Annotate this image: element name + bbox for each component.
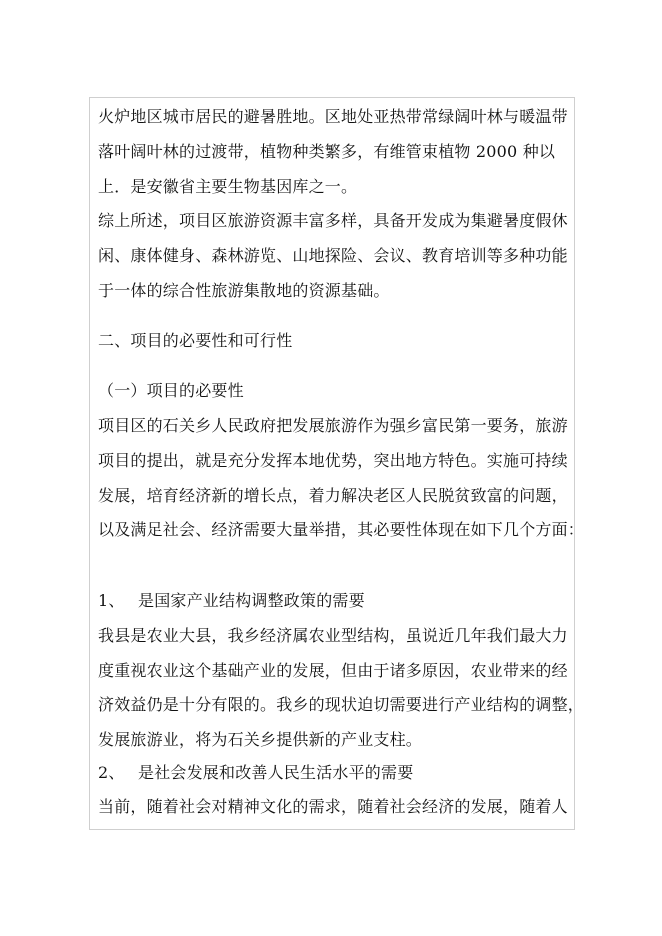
section-heading: 二、项目的必要性和可行性 [98,331,293,350]
list-number: 1、 [98,591,125,610]
numbered-heading [98,763,413,783]
paragraph-line: 济效益仍是十分有限的。我乡的现状迫切需要进行产业结构的调整， [98,695,585,714]
paragraph-line: 项目的提出，就是充分发挥本地优势，突出地方特色。实施可持续 [98,451,568,470]
paragraph-line: 以及满足社会、经济需要大量举措，其必要性体现在如下几个方面： [98,520,585,539]
paragraph-line: 闲、康体健身、森林游览、山地探险、会议、教育培训等多种功能 [98,246,568,265]
heading-text: 是社会发展和改善人民生活水平的需要 [138,763,414,782]
paragraph-line: 于一体的综合性旅游集散地的资源基础。 [98,281,390,300]
paragraph-line: 项目区的石关乡人民政府把发展旅游作为强乡富民第一要务，旅游 [98,416,568,435]
paragraph-line: 度重视农业这个基础产业的发展，但由于诸多原因，农业带来的经 [98,661,568,680]
paragraph-line: 当前，随着社会对精神文化的需求，随着社会经济的发展，随着人 [98,797,568,816]
paragraph-line: 综上所述，项目区旅游资源丰富多样，具备开发成为集避暑度假休 [98,211,568,230]
list-number: 2、 [98,763,125,782]
heading-text: 是国家产业结构调整政策的需要 [138,591,365,610]
subsection-heading: （一）项目的必要性 [98,381,244,400]
paragraph-line: 火炉地区城市居民的避暑胜地。区地处亚热带常绿阔叶林与暖温带 [98,107,568,126]
paragraph-line: 发展旅游业，将为石关乡提供新的产业支柱。 [98,730,423,749]
numbered-heading [98,591,365,611]
paragraph-line: 我县是农业大县，我乡经济属农业型结构，虽说近几年我们最大力 [98,626,568,645]
paragraph-line: 落叶阔叶林的过渡带，植物种类繁多，有维管束植物 2000 种以 [98,142,556,161]
paragraph-line: 上．是安徽省主要生物基因库之一。 [98,177,358,196]
paragraph-line: 发展，培育经济新的增长点，着力解决老区人民脱贫致富的问题， [98,486,568,505]
